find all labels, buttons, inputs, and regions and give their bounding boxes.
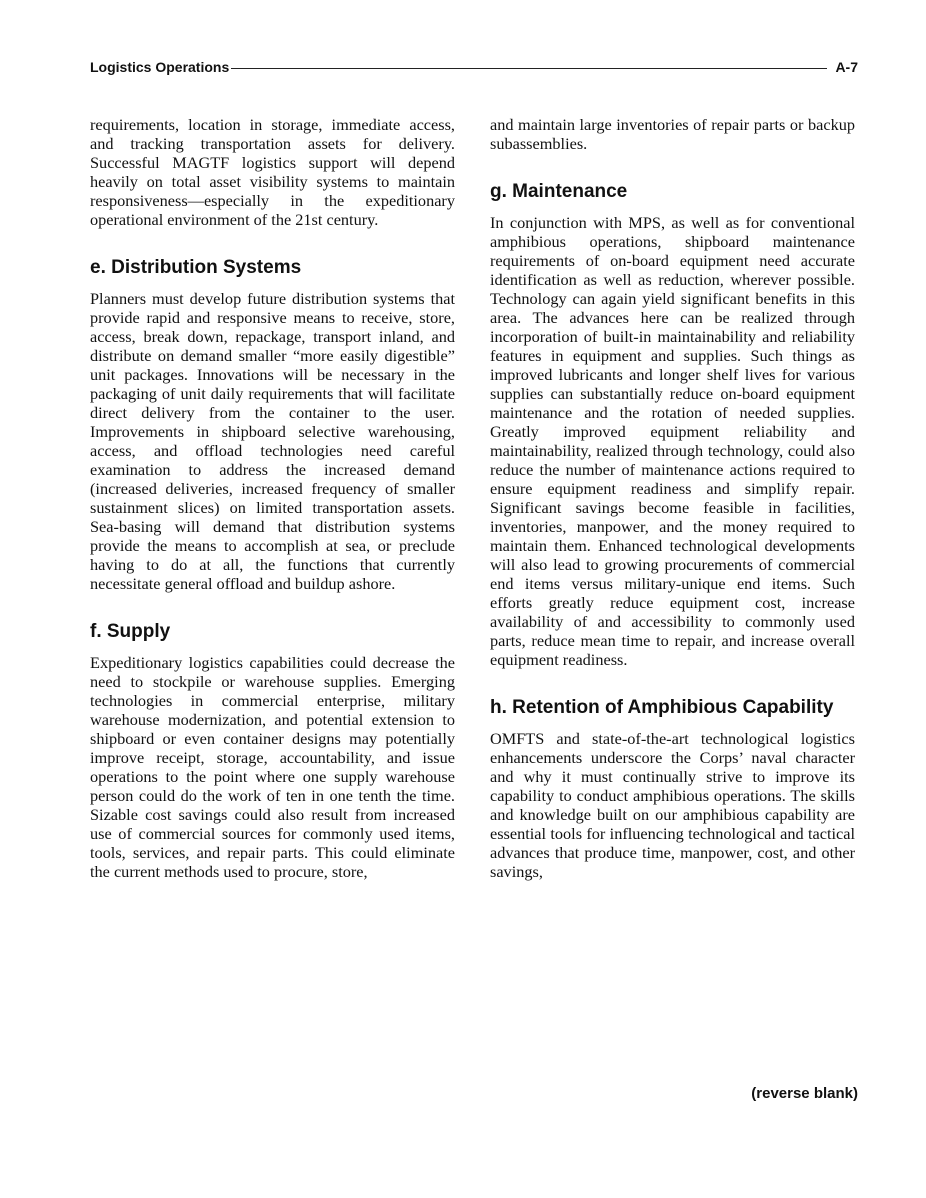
section-heading-supply: f. Supply	[90, 621, 171, 642]
right-column	[490, 115, 855, 881]
left-column	[90, 115, 455, 881]
section-heading-amphibious-capability: h. Retention of Amphibious Capability	[490, 697, 834, 718]
section-heading-distribution-systems: e. Distribution Systems	[90, 257, 302, 278]
section-body-distribution-systems: Planners must develop future distribution systems that provide rapid and responsive means to receive, store, access, break down, repackage, transport inland, and distribute on demand smaller “more easily digestible” unit packages. Innovations will be necessary in the packaging of unit daily requirements that will facilitate direct delivery from the container to the user. Improvements in shipboard selective warehousing, access, and offload technologies need careful examination to address the increased demand (increased deliveries, increased frequency of smaller sustainment slices) on limited transportation assets. Sea-basing will demand that distribution systems provide the means to accomplish at sea, or preclude having to do at all, the functions that currently necessitate general offload and buildup ashore.	[90, 289, 455, 593]
section-body-amphibious-capability: OMFTS and state-of-the-art technological logistics enhancements underscore the Corps’ naval character and why it must continually strive to improve its capability to conduct amphibious operations. The skills and knowledge built on our amphibious capability are essential tools for influencing technological and tactical advances that produce time, manpower, cost, and other savings,	[490, 729, 855, 881]
footer-note: (reverse blank)	[751, 1085, 858, 1102]
page-number: A-7	[835, 59, 858, 75]
continued-paragraph-right: and maintain large inventories of repair parts or backup subassemblies.	[490, 115, 855, 153]
header-title: Logistics Operations	[90, 59, 230, 75]
header-rule	[231, 68, 827, 69]
section-body-maintenance: In conjunction with MPS, as well as for conventional amphibious operations, shipboard maintenance requirements of on-board equipment need accurate identification as well as reduction, wherever possible. Technology can again yield significant benefits in this area. The advances here can be realized through incorporation of built-in maintainability and reliability features in equipment and supplies. Such things as improved lubricants and longer shelf lives for various supplies can substantially reduce on-board equipment maintenance and the rotation of needed supplies. Greatly improved equipment reliability and maintainability, realized through technology, could also reduce the number of maintenance actions required to ensure equipment readiness and simplify repair. Significant savings become feasible in facilities, inventories, manpower, and the money required to maintain them. Enhanced technological developments will also lead to growing procurements of commercial end items versus military-unique end items. Such efforts greatly reduce equipment cost, increase availability of and accessibility to commonly used parts, reduce mean time to repair, and increase overall equipment readiness.	[490, 213, 855, 669]
running-header	[90, 59, 858, 75]
continued-paragraph: requirements, location in storage, immediate access, and tracking transportation assets for delivery. Successful MAGTF logistics support will depend heavily on total asset visibility systems to maintain responsiveness—especially in the expeditionary operational environment of the 21st century.	[90, 115, 455, 229]
section-body-supply: Expeditionary logistics capabilities could decrease the need to stockpile or warehouse supplies. Emerging technologies in commercial enterprise, military warehouse modernization, and potential extension to shipboard or even container designs may potentially improve receipt, storage, accountability, and issue operations to the point where one supply warehouse person could do the work of ten in one tenth the time. Sizable cost savings could also result from increased use of commercial sources for commonly used items, tools, services, and repair parts. This could eliminate the current methods used to procure, store,	[90, 653, 455, 881]
section-heading-maintenance: g. Maintenance	[490, 181, 628, 202]
